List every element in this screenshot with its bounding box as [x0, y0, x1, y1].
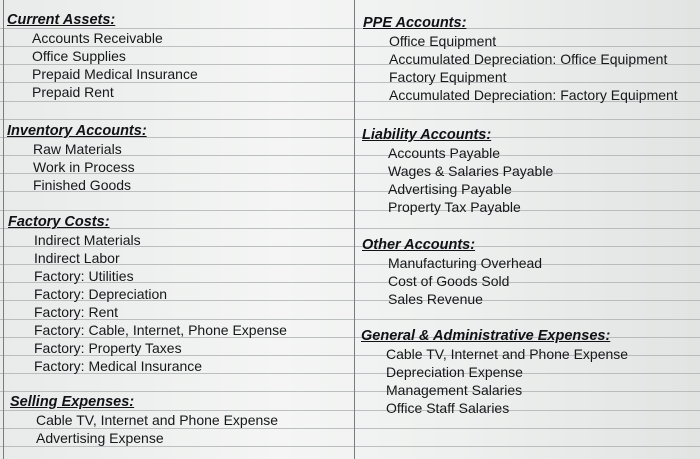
grid-line: [0, 119, 700, 120]
liability-accounts-section: [362, 126, 553, 216]
ppe-accounts-section: [363, 14, 678, 104]
account-item: Advertising Payable: [388, 181, 512, 197]
account-item: Factory: Medical Insurance: [34, 358, 203, 374]
account-item: Accounts Payable: [388, 145, 501, 161]
account-item: Factory: Depreciation: [34, 286, 168, 302]
selling-expenses-section: [10, 393, 278, 447]
section-heading: General & Administrative Expenses:: [361, 328, 611, 344]
inventory-accounts-section: [7, 122, 147, 194]
factory-costs-section: [8, 213, 287, 375]
section-heading: PPE Accounts:: [363, 15, 467, 31]
account-item: Management Salaries: [386, 382, 523, 398]
account-item: Factory: Property Taxes: [34, 340, 182, 356]
account-item: Factory: Utilities: [34, 268, 134, 284]
account-item: Indirect Labor: [34, 250, 120, 266]
account-item: Office Supplies: [32, 48, 126, 64]
account-item: Work in Process: [33, 159, 135, 175]
account-item: Accounts Receivable: [32, 30, 163, 46]
account-item: Cable TV, Internet and Phone Expense: [36, 412, 279, 428]
account-item: Property Tax Payable: [388, 199, 521, 215]
account-item: Prepaid Medical Insurance: [32, 66, 198, 82]
grid-line: [0, 210, 700, 211]
account-item: Manufacturing Overhead: [388, 255, 543, 271]
account-item: Sales Revenue: [388, 291, 483, 307]
account-item: Wages & Salaries Payable: [388, 163, 554, 179]
account-item: Indirect Materials: [34, 232, 141, 248]
account-item: Prepaid Rent: [32, 84, 114, 100]
section-heading: Factory Costs:: [8, 214, 110, 230]
account-item: Accumulated Depreciation: Office Equipment: [389, 51, 668, 67]
general-administrative-expenses-section: [361, 327, 628, 417]
account-item: Advertising Expense: [36, 430, 164, 446]
account-item: Accumulated Depreciation: Factory Equipment: [389, 87, 678, 103]
account-item: Factory Equipment: [389, 69, 507, 85]
account-item: Office Equipment: [389, 33, 497, 49]
section-heading: Liability Accounts:: [362, 127, 492, 143]
account-item: Cost of Goods Sold: [388, 273, 510, 289]
account-item: Factory: Rent: [34, 304, 119, 320]
column-border: [354, 0, 355, 459]
section-heading: Current Assets:: [7, 12, 116, 28]
section-heading: Inventory Accounts:: [7, 123, 147, 139]
column-border: [3, 0, 4, 459]
section-heading: Other Accounts:: [362, 237, 476, 253]
account-item: Office Staff Salaries: [386, 400, 510, 416]
account-item: Factory: Cable, Internet, Phone Expense: [34, 322, 287, 338]
current-assets-section: [7, 11, 198, 101]
section-heading: Selling Expenses:: [10, 394, 135, 410]
account-item: Finished Goods: [33, 177, 132, 193]
account-item: Raw Materials: [33, 141, 122, 157]
account-item: Depreciation Expense: [386, 364, 523, 380]
account-item: Cable TV, Internet and Phone Expense: [386, 346, 629, 362]
other-accounts-section: [362, 236, 542, 308]
